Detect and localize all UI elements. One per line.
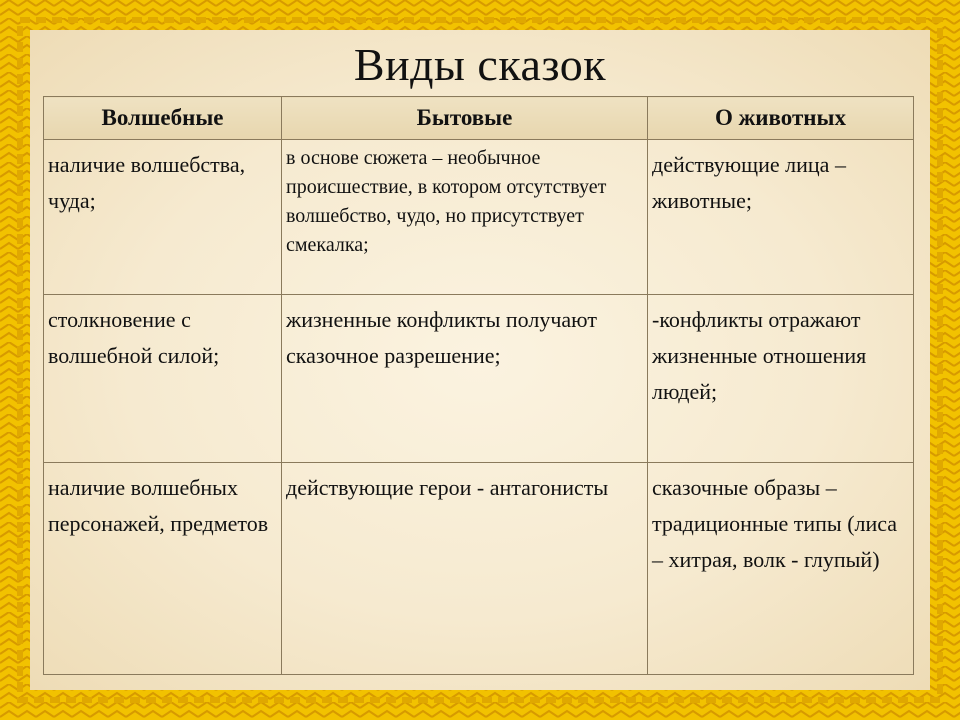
table-cell: жизненные конфликты получают сказочное разрешение;: [282, 295, 648, 463]
table-cell: действующие лица – животные;: [648, 140, 914, 295]
page-title: Виды сказок: [353, 39, 607, 90]
header-everyday: Бытовые: [282, 97, 648, 140]
table-cell: сказочные образы – традиционные типы (лиса – хитрая, волк - глупый): [648, 463, 914, 675]
table-cell: действующие герои - антагонисты: [282, 463, 648, 675]
table-cell: наличие волшебства, чуда;: [44, 140, 282, 295]
header-magic: Волшебные: [44, 97, 282, 140]
table-cell: в основе сюжета – необычное происшествие, в котором отсутствует волшебство, чудо, но присутствует смекалка;: [282, 140, 648, 295]
table-row: [44, 463, 914, 675]
fairy-tale-types-table: [43, 96, 914, 675]
header-animals: О животных: [648, 97, 914, 140]
table-row: [44, 140, 914, 295]
table-cell: -конфликты отражают жизненные отношения людей;: [648, 295, 914, 463]
table-header-row: [44, 97, 914, 140]
table-row: [44, 295, 914, 463]
table-cell: наличие волшебных персонажей, предметов: [44, 463, 282, 675]
table-cell: столкновение с волшебной силой;: [44, 295, 282, 463]
